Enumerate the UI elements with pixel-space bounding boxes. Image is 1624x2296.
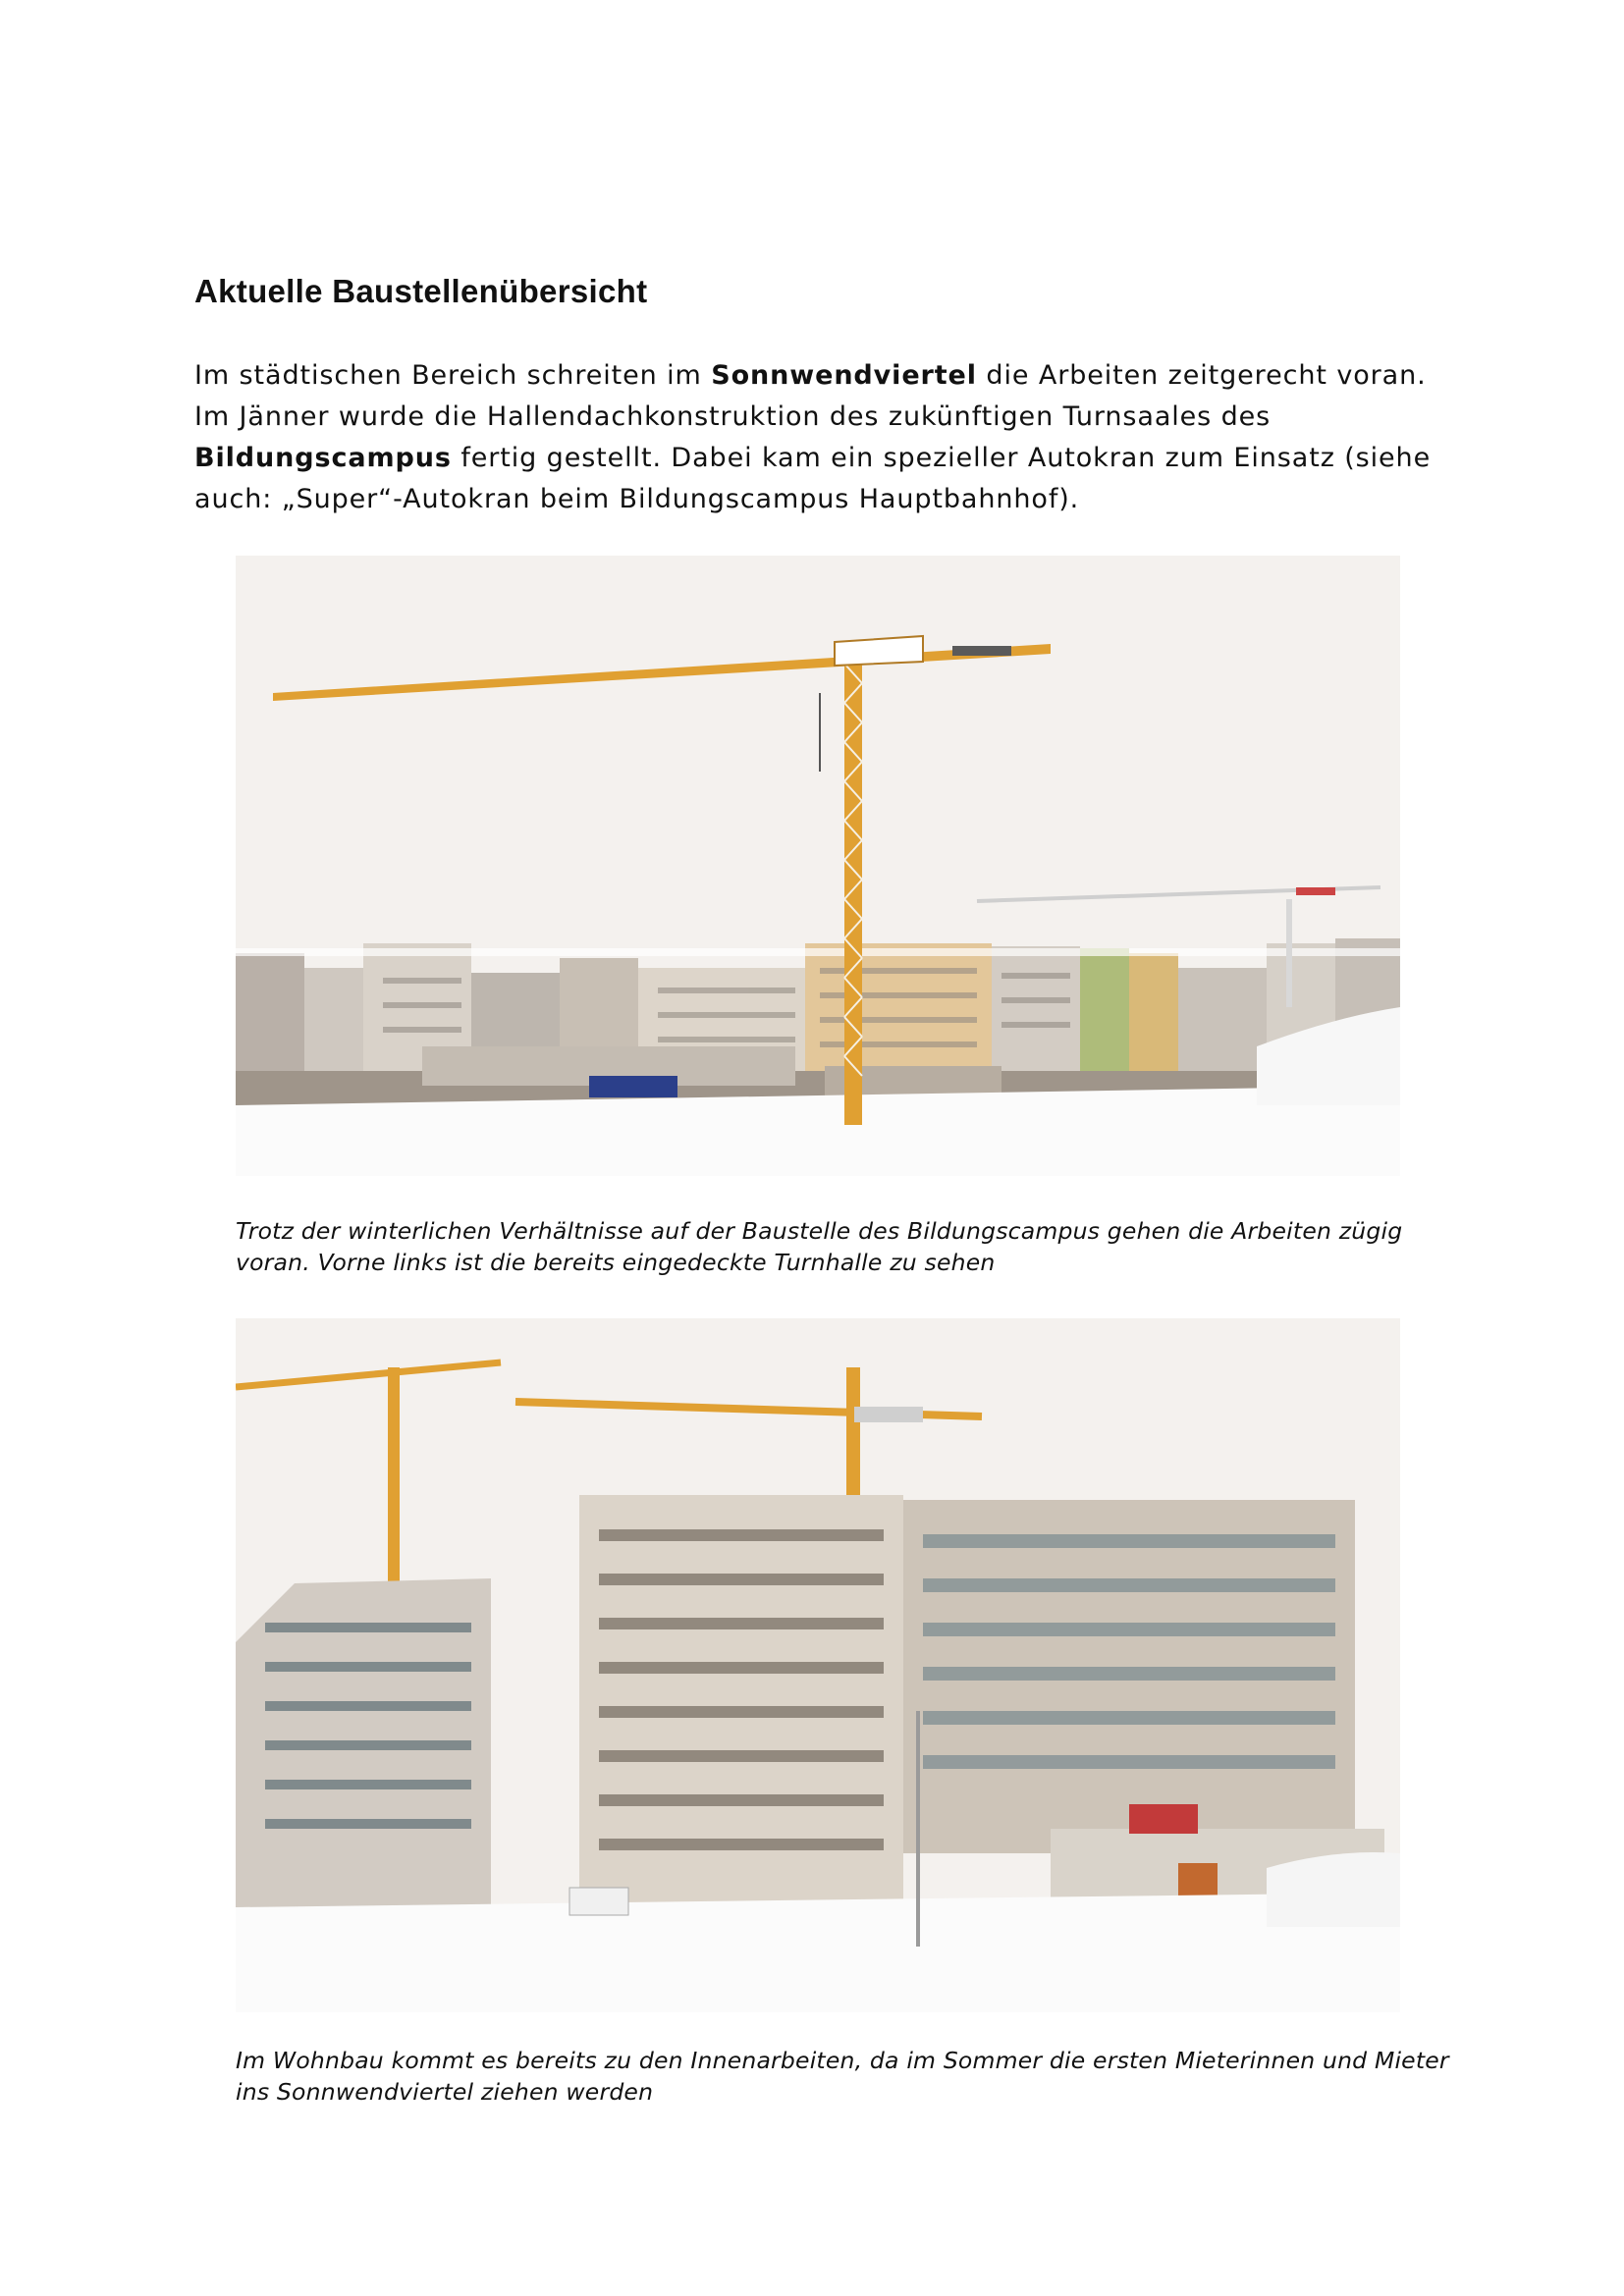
photo-2-caption: Im Wohnbau kommt es bereits zu den Innenarbeiten, da im Sommer die ersten Mieterinnen und Mieter ins Sonnwendviertel ziehen werden: [236, 2047, 1449, 2106]
intro-bold-sonnwendviertel: Sonnwendviertel: [711, 360, 977, 391]
page-title: Aktuelle Baustellenübersicht: [194, 273, 648, 309]
intro-text-2: die Arbeiten zeitgerecht voran. Im Jänner wurde die Hallendachkonstruktion des zukünftigen Turnsaales des: [194, 360, 1427, 432]
intro-bold-bildungscampus: Bildungscampus: [194, 443, 452, 473]
intro-paragraph: [194, 355, 1432, 520]
residential-building-right: [903, 1500, 1384, 1902]
construction-site-illustration-1: [236, 556, 1400, 1176]
residential-building-middle: [579, 1495, 903, 1907]
construction-site-illustration-2: [236, 1318, 1400, 2012]
intro-text-1: Im städtischen Bereich schreiten im: [194, 360, 712, 391]
residential-building-left: [236, 1578, 491, 1907]
photo-1-caption: Trotz der winterlichen Verhältnisse auf der Baustelle des Bildungscampus gehen die Arbeiten zügig voran. Vorne links ist die bereits eingedeckte Turnhalle zu sehen: [236, 1217, 1403, 1276]
construction-site-photo-2: [236, 1318, 1400, 2012]
snow-ground: [236, 1893, 1400, 2012]
intro-text-3: fertig gestellt. Dabei kam ein spezieller Autokran zum Einsatz (siehe auch: „Super“-Autokran beim Bildungscampus Hauptbahnhof).: [194, 443, 1432, 514]
construction-site-photo-1: [236, 556, 1400, 1176]
